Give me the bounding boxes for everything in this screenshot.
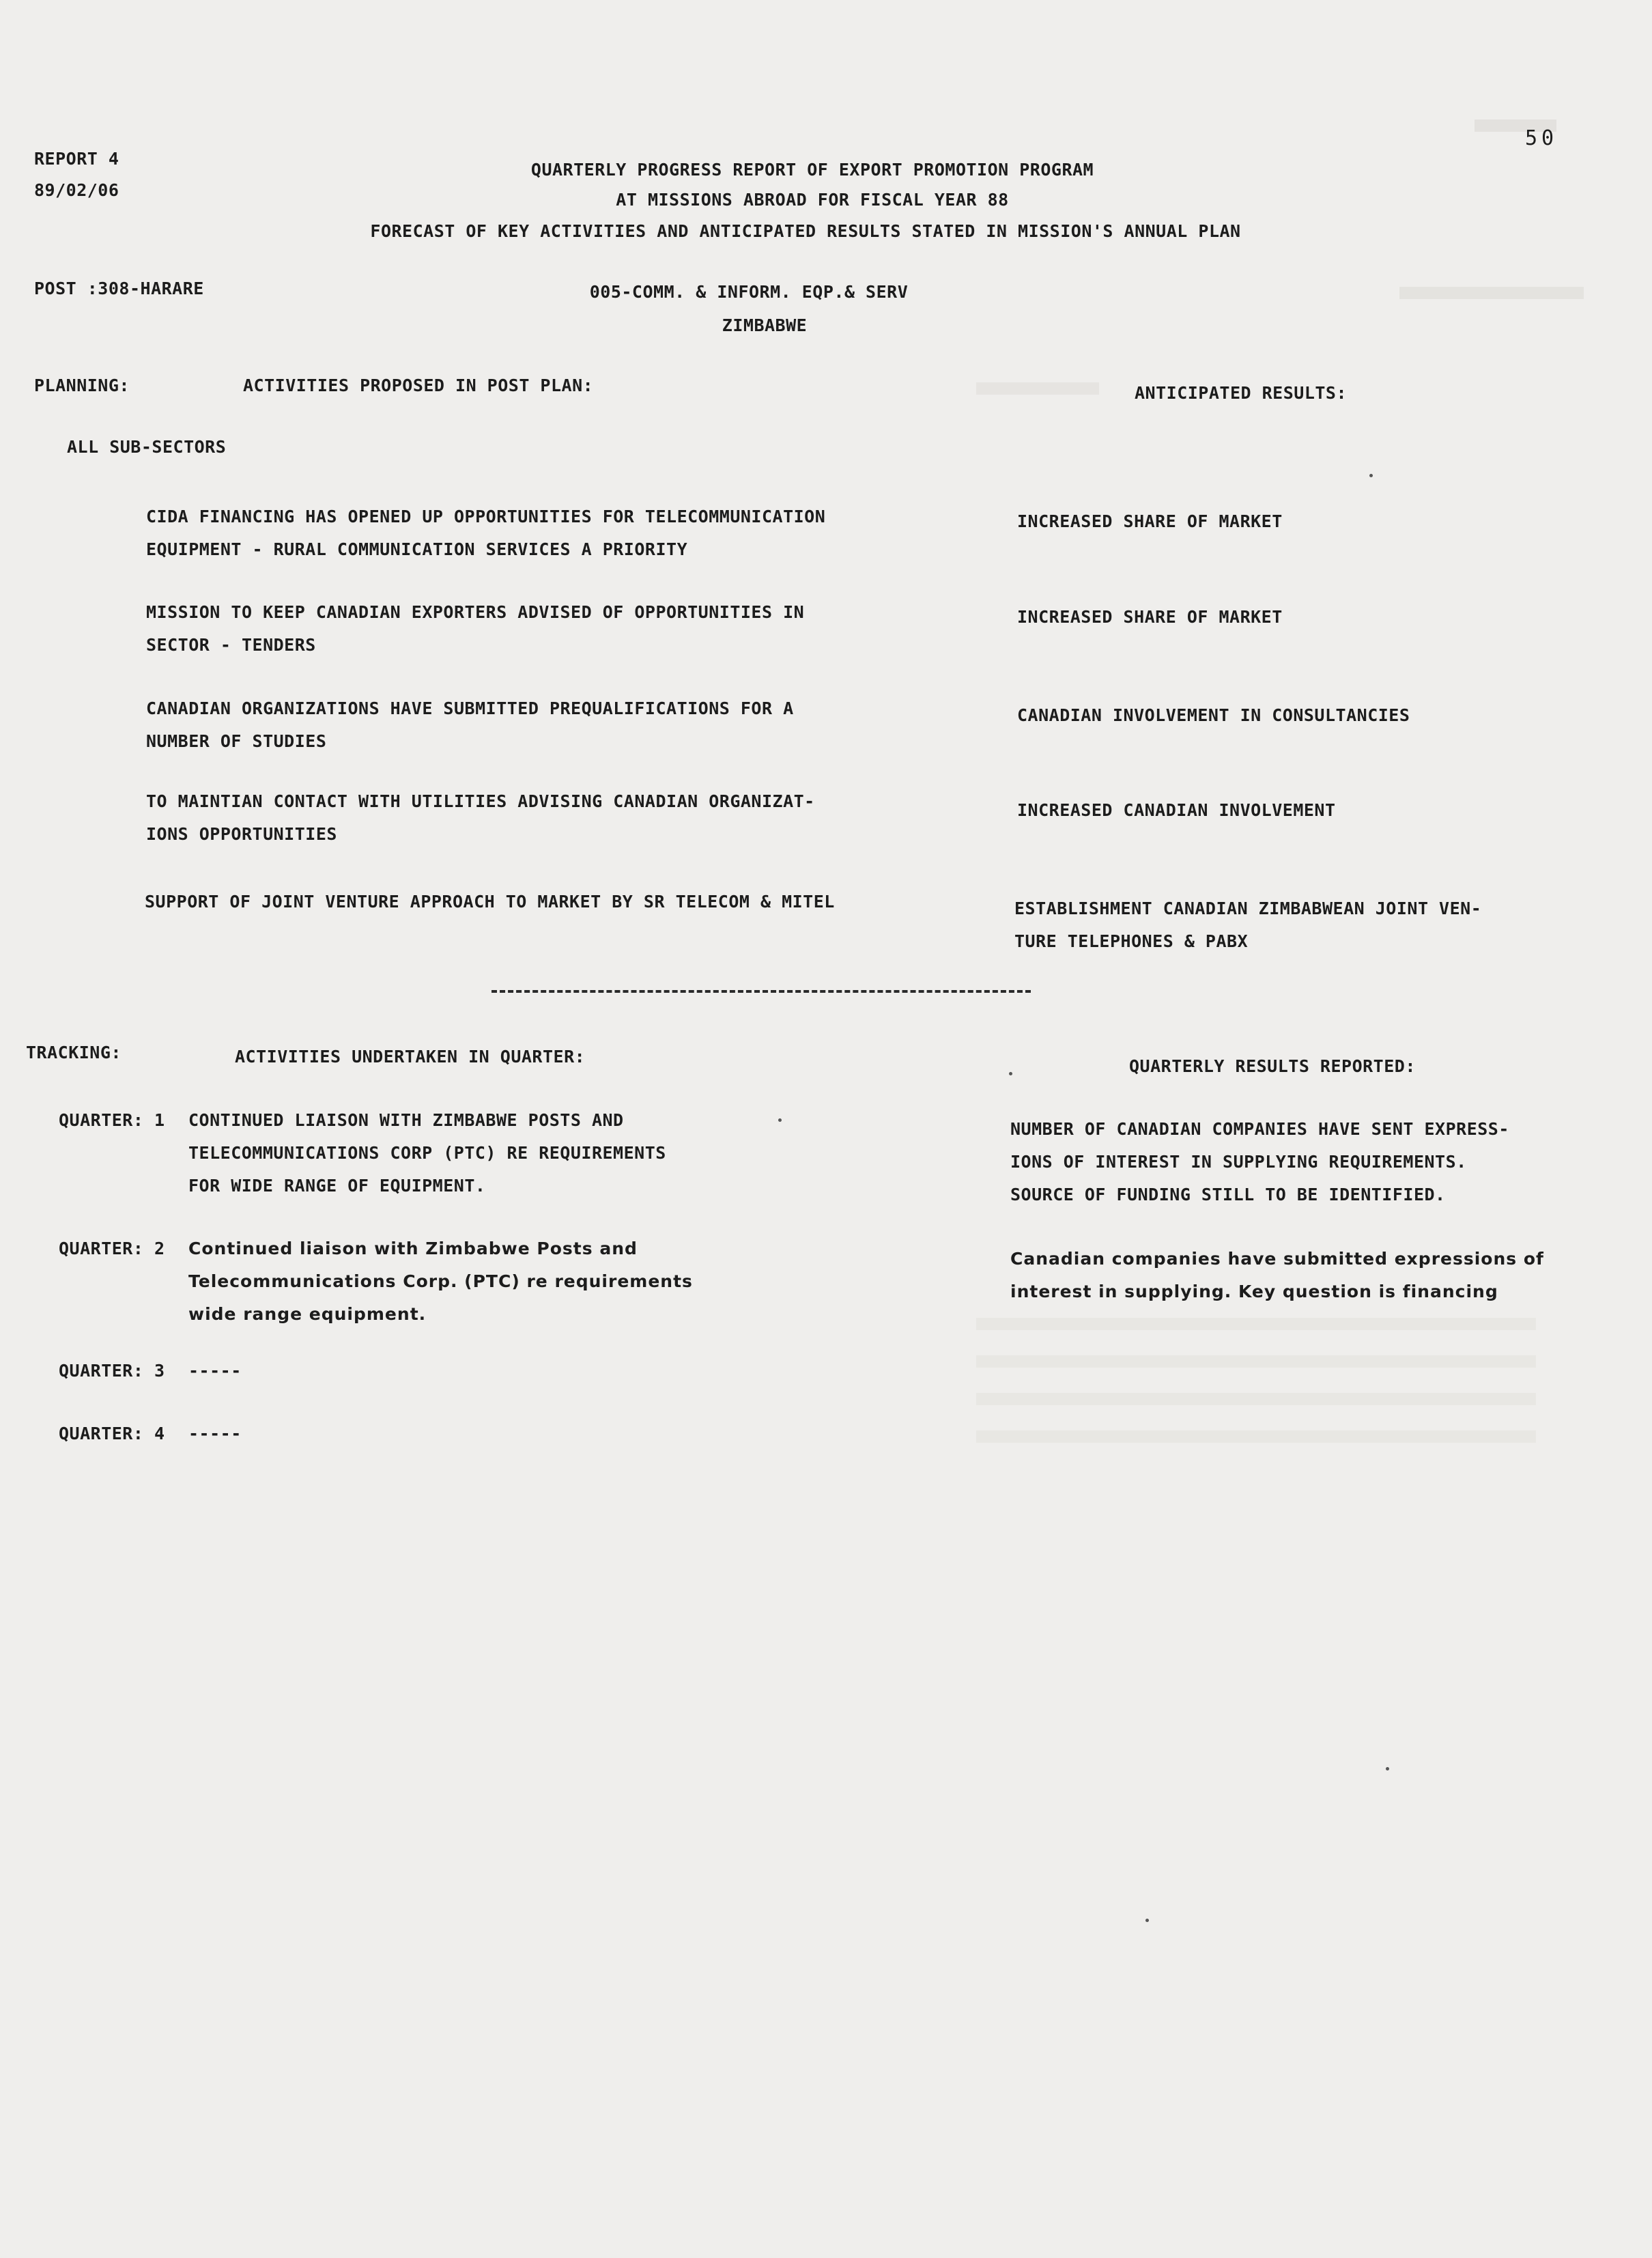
- bleed-through-line: [976, 1393, 1536, 1405]
- planning-activity: MISSION TO KEEP CANADIAN EXPORTERS ADVISED OF OPPORTUNITIES IN SECTOR - TENDERS: [146, 602, 805, 655]
- bleed-through-line: [1399, 287, 1584, 299]
- paper-speck: [1009, 1072, 1012, 1075]
- planning-label: PLANNING:: [34, 376, 130, 395]
- planning-result: INCREASED SHARE OF MARKET: [1017, 511, 1283, 531]
- paper-speck: [778, 1118, 782, 1122]
- planning-activity: TO MAINTIAN CONTACT WITH UTILITIES ADVISING CANADIAN ORGANIZAT- IONS OPPORTUNITIES: [146, 791, 815, 844]
- quarter-activity: CONTINUED LIAISON WITH ZIMBABWE POSTS AND TELECOMMUNICATIONS CORP (PTC) RE REQUIREMENTS FOR WIDE RANGE OF EQUIPMENT.: [188, 1110, 666, 1196]
- bleed-through-line: [976, 382, 1099, 395]
- bleed-through-line: [976, 1318, 1536, 1330]
- report-title-line-3: FORECAST OF KEY ACTIVITIES AND ANTICIPATED RESULTS STATED IN MISSION'S ANNUAL PLAN: [370, 221, 1241, 241]
- planning-activity: CIDA FINANCING HAS OPENED UP OPPORTUNITIES FOR TELECOMMUNICATION EQUIPMENT - RURAL COMMUNICATION SERVICES A PRIORITY: [146, 507, 826, 559]
- report-date: 89/02/06: [34, 180, 119, 200]
- tracking-results-heading: QUARTERLY RESULTS REPORTED:: [1129, 1056, 1416, 1076]
- planning-result: INCREASED CANADIAN INVOLVEMENT: [1017, 800, 1336, 820]
- paper-speck: [1145, 1919, 1149, 1922]
- bleed-through-line: [976, 1430, 1536, 1443]
- quarter-activity: -----: [188, 1424, 242, 1443]
- country-name: ZIMBABWE: [722, 315, 808, 335]
- paper-speck: [1386, 1767, 1389, 1770]
- post-code: POST :308-HARARE: [34, 279, 204, 298]
- quarter-activity: -----: [188, 1361, 242, 1381]
- planning-activities-heading: ACTIVITIES PROPOSED IN POST PLAN:: [243, 376, 594, 395]
- subsector-label: ALL SUB-SECTORS: [67, 437, 227, 457]
- report-title-line-2: AT MISSIONS ABROAD FOR FISCAL YEAR 88: [616, 190, 1009, 210]
- report-number: REPORT 4: [34, 149, 119, 169]
- tracking-label: TRACKING:: [26, 1043, 122, 1062]
- planning-result: CANADIAN INVOLVEMENT IN CONSULTANCIES: [1017, 705, 1410, 725]
- planning-results-heading: ANTICIPATED RESULTS:: [1135, 383, 1348, 403]
- quarter-result: NUMBER OF CANADIAN COMPANIES HAVE SENT EXPRESS- IONS OF INTEREST IN SUPPLYING REQUIREMENTS. SOURCE OF FUNDING STILL TO BE IDENTIFIED.: [1010, 1119, 1509, 1204]
- paper-speck: [1369, 474, 1373, 477]
- quarter-label: QUARTER: 1: [59, 1110, 165, 1130]
- page-number: 50: [1525, 126, 1558, 150]
- sector-name: 005-COMM. & INFORM. EQP.& SERV: [589, 282, 909, 302]
- planning-activity: CANADIAN ORGANIZATIONS HAVE SUBMITTED PREQUALIFICATIONS FOR A NUMBER OF STUDIES: [146, 698, 794, 751]
- quarter-label: QUARTER: 4: [59, 1424, 165, 1443]
- section-divider: [492, 990, 1031, 993]
- quarter-activity: Continued liaison with Zimbabwe Posts and Telecommunications Corp. (PTC) re requirements wide range equipment.: [188, 1239, 693, 1324]
- quarter-label: QUARTER: 3: [59, 1361, 165, 1381]
- bleed-through-line: [976, 1355, 1536, 1368]
- quarter-result: Canadian companies have submitted expressions of interest in supplying. Key question is financing: [1010, 1249, 1544, 1301]
- quarter-label: QUARTER: 2: [59, 1239, 165, 1258]
- planning-result: INCREASED SHARE OF MARKET: [1017, 607, 1283, 627]
- tracking-activities-heading: ACTIVITIES UNDERTAKEN IN QUARTER:: [235, 1047, 586, 1067]
- planning-result: ESTABLISHMENT CANADIAN ZIMBABWEAN JOINT VEN- TURE TELEPHONES & PABX: [1014, 899, 1482, 951]
- planning-activity: SUPPORT OF JOINT VENTURE APPROACH TO MARKET BY SR TELECOM & MITEL: [145, 892, 835, 912]
- report-title-line-1: QUARTERLY PROGRESS REPORT OF EXPORT PROMOTION PROGRAM: [530, 160, 1094, 180]
